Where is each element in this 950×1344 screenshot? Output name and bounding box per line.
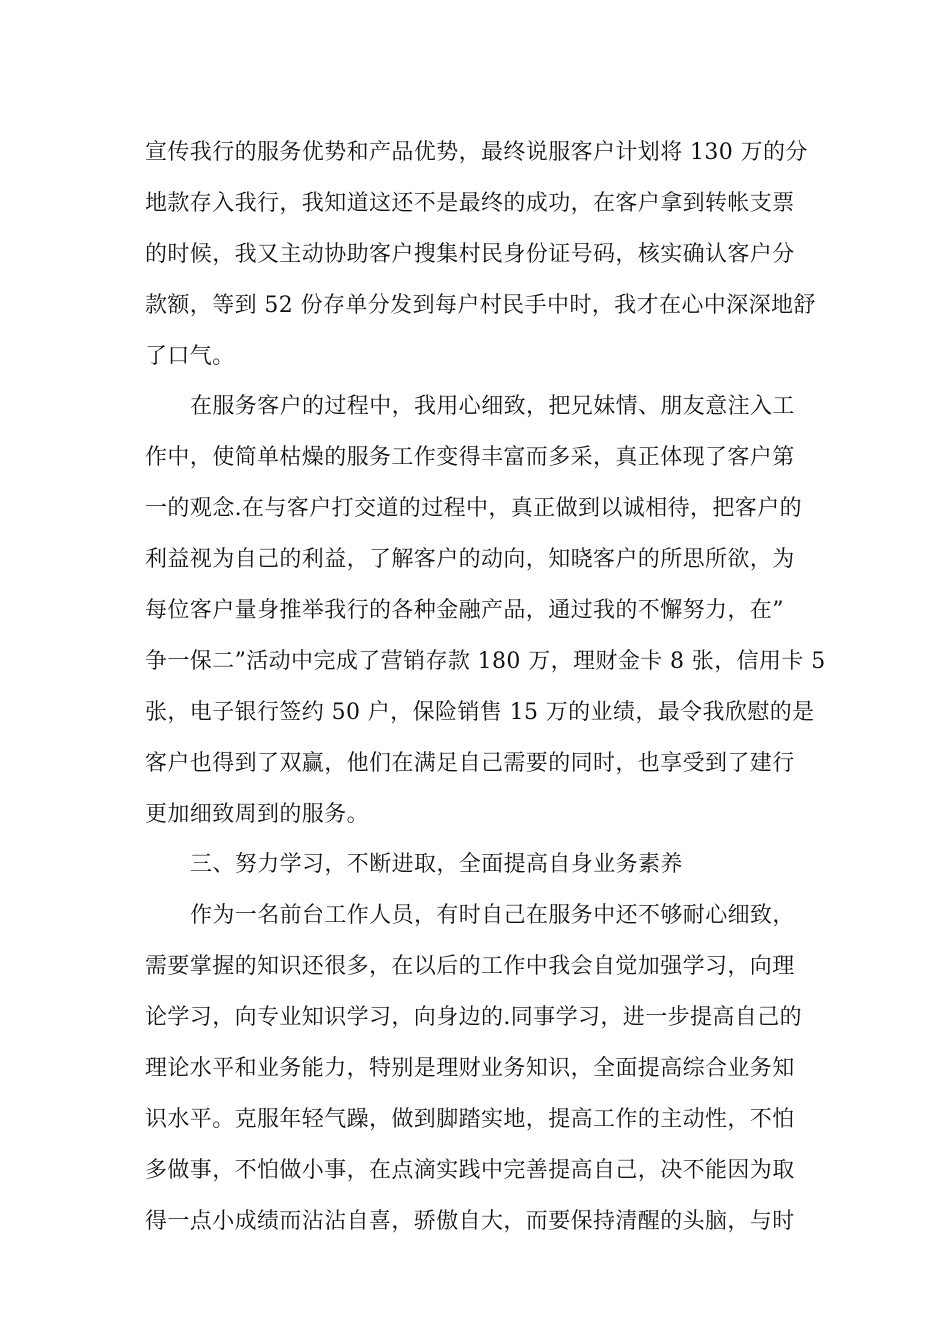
section-heading-text: 三、努力学习，不断进取，全面提高自身业务素养 [190,852,683,878]
text-line: 在服务客户的过程中，我用心细致，把兄妹情、朋友意注入工 [190,394,795,420]
text-line: 利益视为自己的利益，了解客户的动向，知晓客户的所思所欲，为 [145,547,795,573]
text-line: 的时候，我又主动协助客户搜集村民身份证号码，核实确认客户分 [145,241,795,267]
text-line: 需要掌握的知识还很多，在以后的工作中我会自觉加强学习，向理 [145,954,795,980]
document-body [145,128,826,1248]
text-line: 论学习，向专业知识学习，向身边的.同事学习，进一步提高自己的 [145,1005,802,1031]
text-line: 更加细致周到的服务。 [145,801,370,827]
paragraph-1 [145,128,816,382]
text-line: 多做事，不怕做小事，在点滴实践中完善提高自己，决不能因为取 [145,1157,795,1183]
text-line: 作中，使简单枯燥的服务工作变得丰富而多采，真正体现了客户第 [145,445,795,471]
text-line: 张，电子银行签约 50 户，保险销售 15 万的业绩，最令我欣慰的是 [145,699,815,725]
text-line: 地款存入我行，我知道这还不是最终的成功，在客户拿到转帐支票 [145,190,795,216]
paragraph-3 [145,891,810,1247]
text-line: 客户也得到了双赢，他们在满足自己需要的同时，也享受到了建行 [145,750,795,776]
text-line: 理论水平和业务能力，特别是理财业务知识，全面提高综合业务知 [145,1056,795,1082]
section-heading [145,840,810,891]
text-line: 了口气。 [145,343,235,369]
text-line: 争一保二”活动中完成了营销存款 180 万，理财金卡 8 张，信用卡 5 [145,648,826,674]
text-line: 款额，等到 52 份存单分发到每户村民手中时，我才在心中深深地舒 [145,292,816,318]
text-line: 一的观念.在与客户打交道的过程中，真正做到以诚相待，把客户的 [145,496,802,522]
text-line: 作为一名前台工作人员，有时自己在服务中还不够耐心细致， [190,903,795,929]
text-line: 得一点小成绩而沾沾自喜，骄傲自大，而要保持清醒的头脑，与时 [145,1208,795,1234]
text-line: 识水平。克服年轻气躁，做到脚踏实地，提高工作的主动性，不怕 [145,1106,795,1132]
paragraph-2 [145,382,826,840]
text-line: 每位客户量身推举我行的各种金融产品，通过我的不懈努力，在” [145,598,784,624]
text-line: 宣传我行的服务优势和产品优势，最终说服客户计划将 130 万的分 [145,140,808,165]
